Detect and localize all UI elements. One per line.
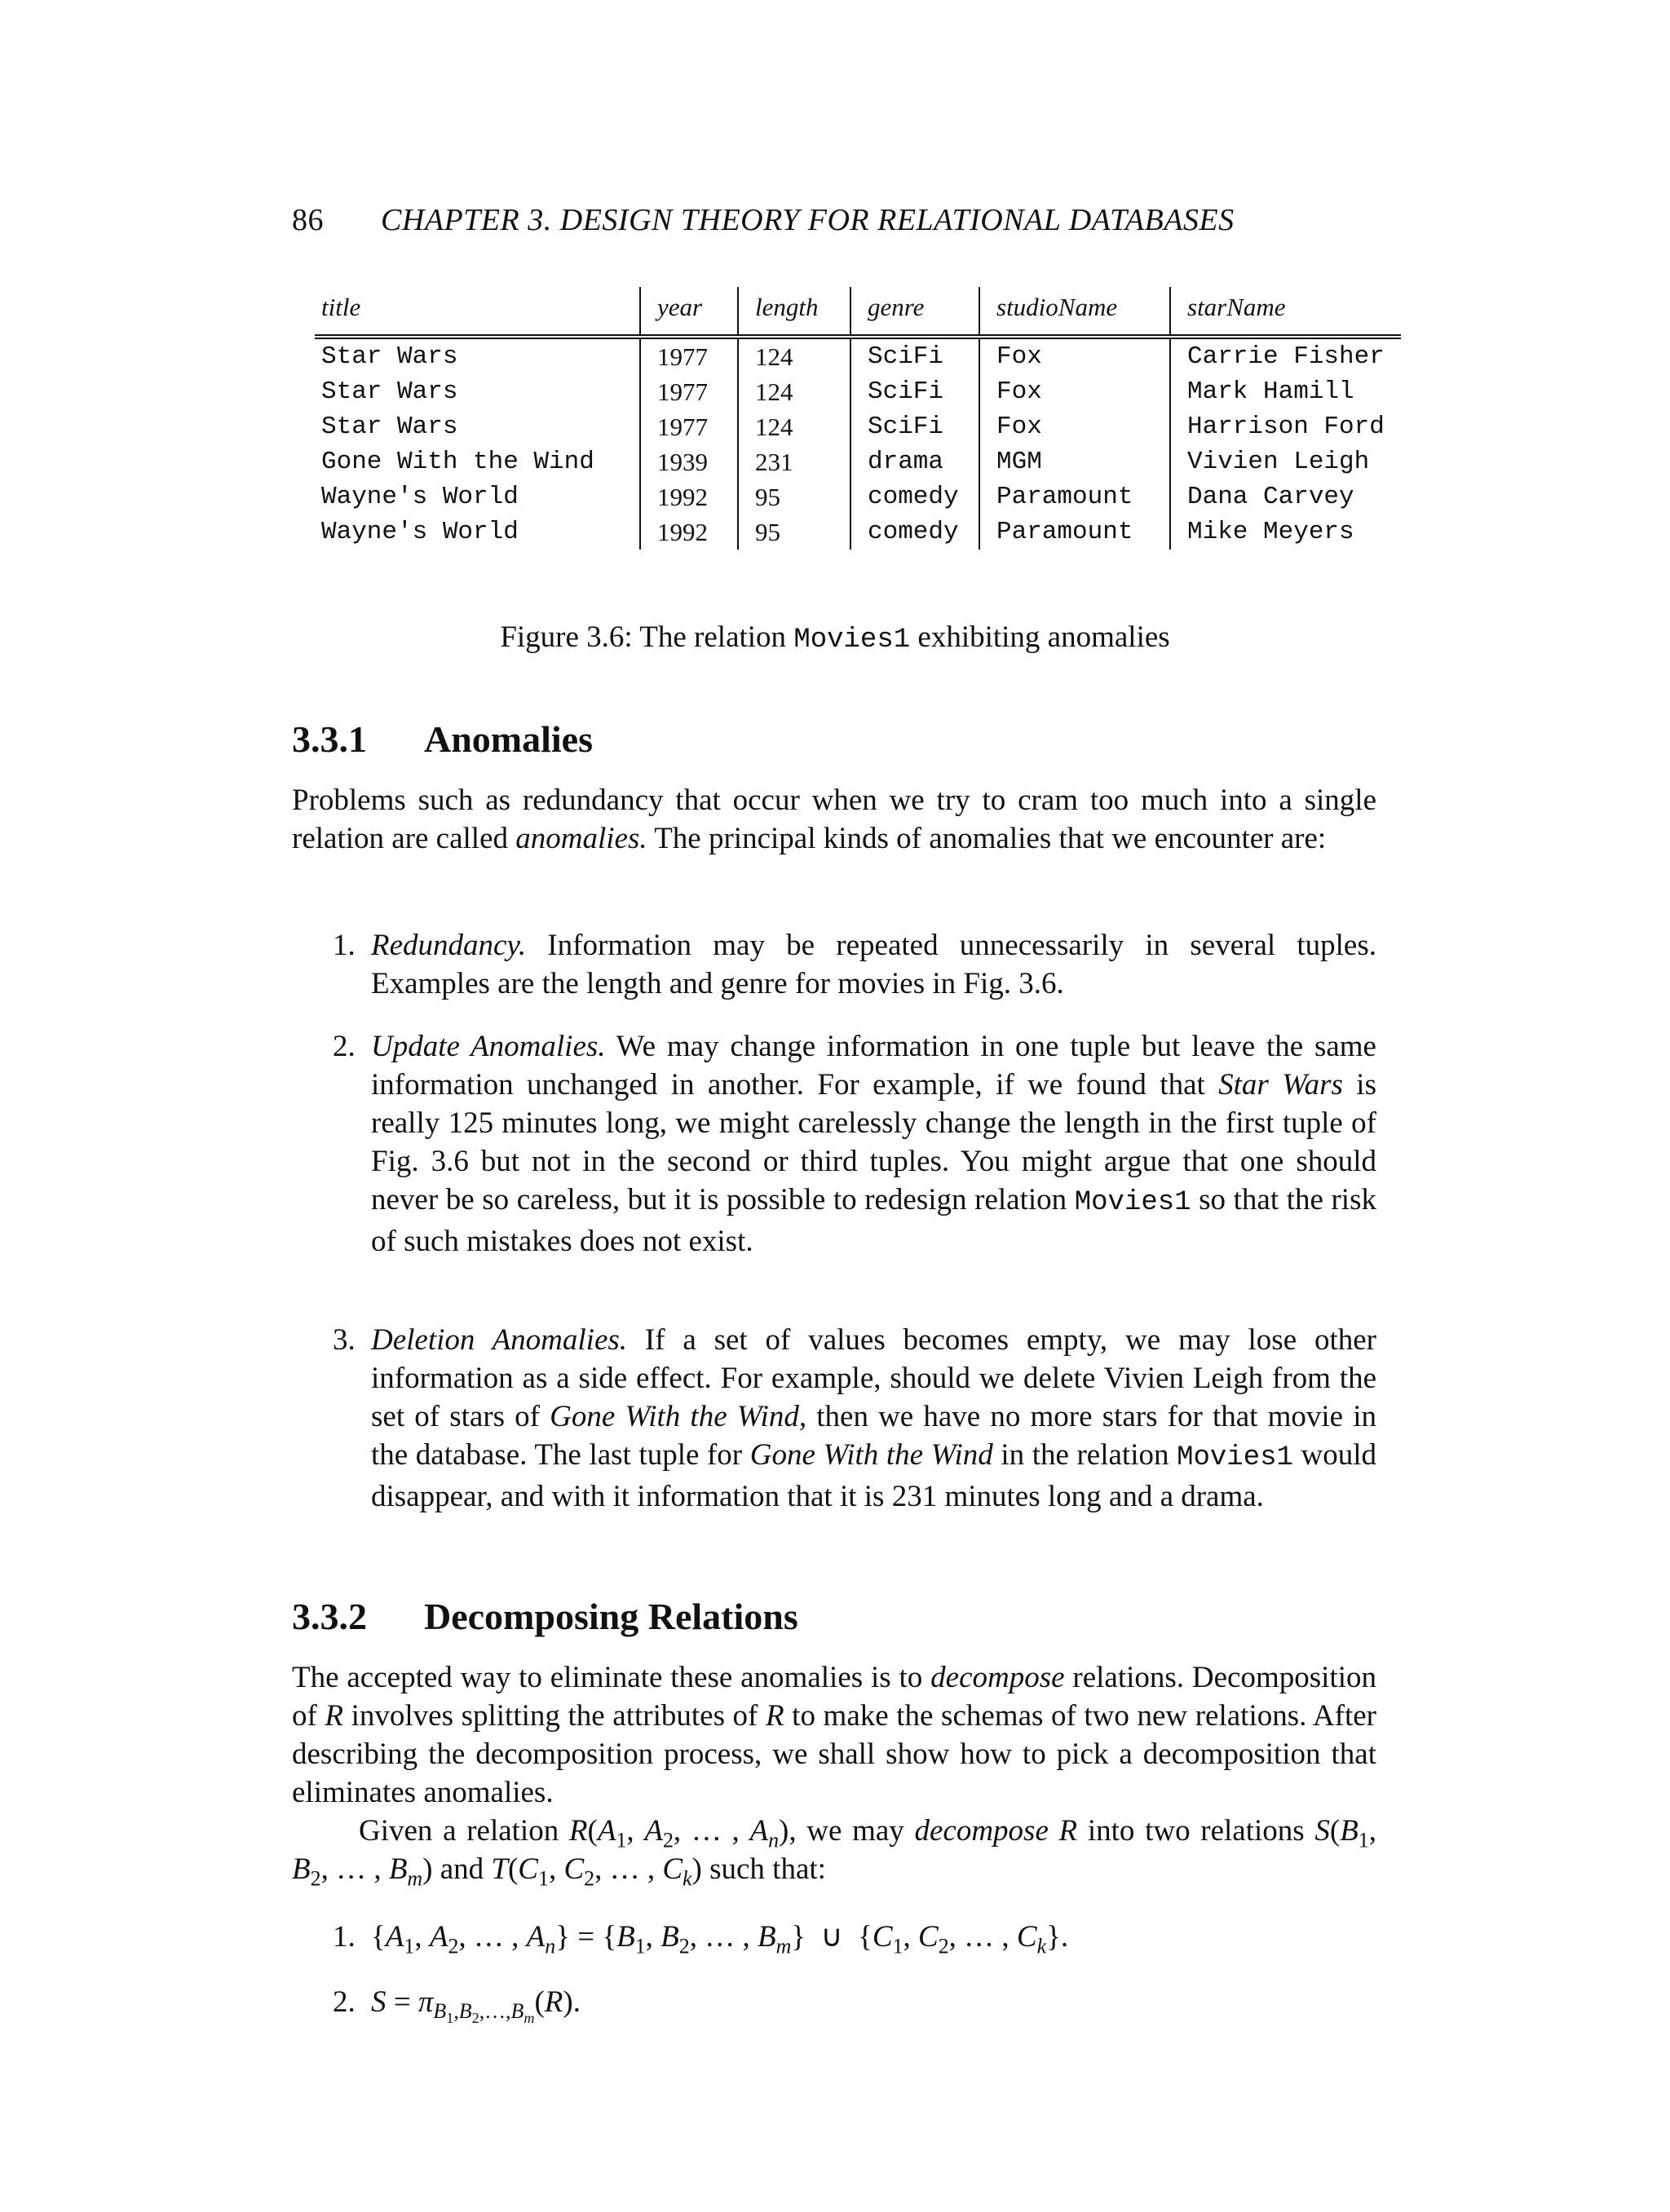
cell-starname: Dana Carvey: [1170, 479, 1401, 514]
cell-genre: comedy: [850, 479, 979, 514]
list-term: Deletion Anomalies.: [371, 1323, 628, 1357]
math-attribute-union: {$A_1$, $A_2$, … , $A_n\} = \{B_1$, $B_2$, … , $B_m$} ∪ {$C_1$, $C_2$, … , $C_k$}.: [371, 1920, 1069, 1958]
cell-studioname: Fox: [979, 374, 1170, 409]
cell-year: 1992: [640, 514, 738, 550]
section-number: 3.3.2: [292, 1596, 367, 1637]
caption-text: Figure 3.6: The relation: [500, 620, 794, 654]
cell-year: 1977: [640, 409, 738, 444]
cell-genre: drama: [850, 444, 979, 479]
term-anomalies: anomalies.: [515, 822, 647, 855]
cell-length: 95: [738, 514, 850, 550]
column-header-starname: starName: [1170, 287, 1401, 337]
condition-item: [292, 1983, 1376, 2027]
movies1-table: [315, 287, 1401, 550]
table-row: [315, 514, 1401, 550]
running-header: [292, 202, 1235, 238]
cell-studioname: MGM: [979, 444, 1170, 479]
cell-studioname: Paramount: [979, 479, 1170, 514]
cell-title: Star Wars: [321, 413, 458, 441]
cell-length: 95: [738, 479, 850, 514]
cell-genre: SciFi: [850, 337, 979, 374]
list-term: Redundancy.: [371, 929, 527, 962]
cell-title: Gone With the Wind: [321, 448, 594, 476]
list-number: 1.: [333, 1920, 356, 1954]
table-row: [315, 444, 1401, 479]
cell-genre: SciFi: [850, 374, 979, 409]
cell-length: 124: [738, 337, 850, 374]
cell-studioname: Fox: [979, 409, 1170, 444]
chapter-title: CHAPTER 3. DESIGN THEORY FOR RELATIONAL DATABASES: [381, 203, 1235, 237]
table-row: [315, 409, 1401, 444]
table-row: [315, 374, 1401, 409]
math-projection: $S = \pi_{B_1,B_2,\dots,B_m}(R)$.: [371, 1985, 581, 2027]
cell-title: Star Wars: [321, 342, 458, 371]
list-number: 2.: [333, 1985, 356, 2019]
cell-title: Wayne's World: [321, 518, 519, 546]
table-row: [315, 479, 1401, 514]
cell-starname: Mark Hamill: [1170, 374, 1401, 409]
list-number: 3.: [333, 1323, 356, 1357]
section-number: 3.3.1: [292, 718, 367, 760]
cell-year: 1939: [640, 444, 738, 479]
list-number: 2.: [333, 1030, 356, 1063]
caption-text-end: exhibiting anomalies: [910, 620, 1170, 654]
decomposition-paragraph: The accepted way to eliminate these anomalies is to decompose relations. Decomposition of R involves splitting the attributes of R to make the schemas of two new relations. After describing the decomposition process, we shall show how to pick a decomposition that eliminates anomalies.: [292, 1661, 1376, 1809]
section-title: Decomposing Relations: [424, 1596, 798, 1637]
condition-item: [292, 1918, 1376, 1956]
section-heading-decomposing-relations: [292, 1595, 798, 1638]
cell-genre: SciFi: [850, 409, 979, 444]
list-term: Update Anomalies.: [371, 1030, 606, 1063]
given-relation-paragraph: Given a relation $R(A_1$, $A_2$, … , $A_n$), we may decompose R into two relations $S(B_1$, $B_2$, … , $B_m$) and $T(C_1$, $C_2$, … , $C_k$) such that:: [292, 1814, 1376, 1891]
column-header-studioname: studioName: [979, 287, 1170, 337]
section-heading-anomalies: [292, 717, 593, 761]
cell-starname: Vivien Leigh: [1170, 444, 1401, 479]
column-header-length: length: [738, 287, 850, 337]
cell-title: Wayne's World: [321, 483, 519, 511]
cell-year: 1992: [640, 479, 738, 514]
column-header-genre: genre: [850, 287, 979, 337]
cell-length: 124: [738, 374, 850, 409]
section-title: Anomalies: [424, 718, 593, 760]
caption-relation-name: Movies1: [793, 625, 911, 656]
cell-genre: comedy: [850, 514, 979, 550]
list-item: 1. Redundancy. Information may be repeated unnecessarily in several tuples. Examples are the length and genre for movies in Fig. 3.6.: [292, 926, 1376, 1003]
math-relation-r: $R(A_1$, $A_2$, … , $A_n$): [568, 1814, 789, 1852]
cell-year: 1977: [640, 337, 738, 374]
column-header-title: title: [315, 287, 640, 337]
list-item: 2. Update Anomalies. We may change information in one tuple but leave the same information unchanged in another. For example, if we found that Star Wars is really 125 minutes long, we might carelessly change the length in the first tuple of Fig. 3.6 but not in the second or third tuples. You might argue that one should never be so careless, but it is possible to redesign relation Movies1 so that the risk of such mistakes does not exist.: [292, 1027, 1376, 1261]
cell-year: 1977: [640, 374, 738, 409]
math-relation-s: $S(B_1$, $B_2$, … , $B_m$): [292, 1814, 1376, 1891]
cell-studioname: Fox: [979, 337, 1170, 374]
cell-title: Star Wars: [321, 377, 458, 406]
cell-starname: Harrison Ford: [1170, 409, 1401, 444]
column-header-year: year: [640, 287, 738, 337]
cell-starname: Carrie Fisher: [1170, 337, 1401, 374]
table-row: [315, 337, 1401, 374]
cell-starname: Mike Meyers: [1170, 514, 1401, 550]
cell-length: 124: [738, 409, 850, 444]
table-header-row: [315, 287, 1401, 337]
cell-length: 231: [738, 444, 850, 479]
list-number: 1.: [333, 929, 356, 962]
math-relation-t: $T(C_1$, $C_2$, … , $C_k$): [491, 1852, 702, 1891]
page-number: 86: [292, 203, 324, 237]
cell-studioname: Paramount: [979, 514, 1170, 550]
figure-caption: [0, 620, 1670, 656]
list-item: 3. Deletion Anomalies. If a set of values becomes empty, we may lose other information as a side effect. For example, should we delete Vivien Leigh from the set of stars of Gone With the Wind, then we have no more stars for that movie in the database. The last tuple for Gone With the Wind in the relation Movies1 would disappear, and with it information that it is 231 minutes long and a drama.: [292, 1321, 1376, 1516]
intro-paragraph: Problems such as redundancy that occur when we try to cram too much into a single relation are called anomalies. The principal kinds of anomalies that we encounter are:: [292, 784, 1376, 855]
